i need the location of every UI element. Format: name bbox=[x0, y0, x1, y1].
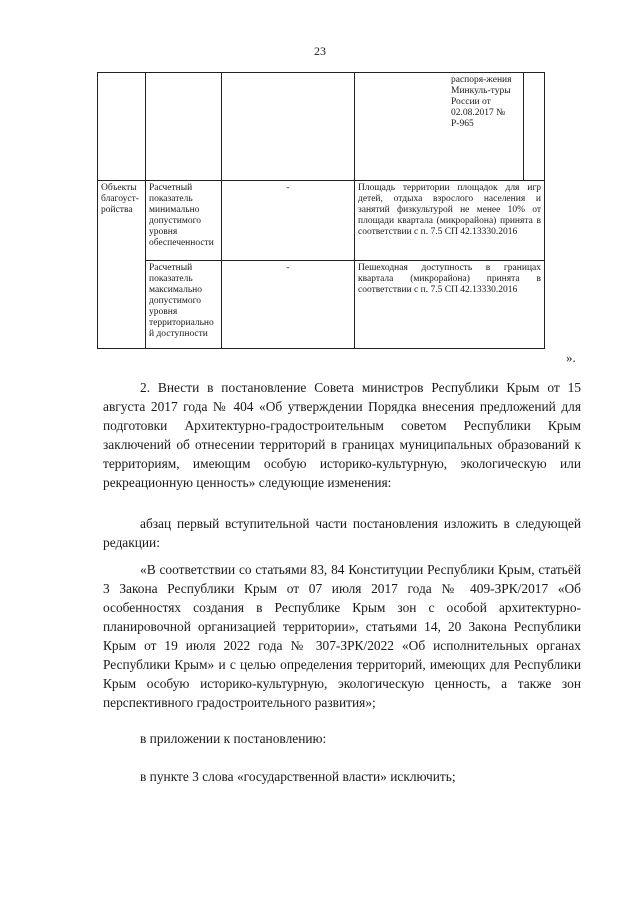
paragraph-point-3: в пункте 3 слова «государственной власти» исключить; bbox=[140, 769, 456, 784]
table-cell bbox=[222, 73, 355, 181]
closing-quote: ». bbox=[566, 350, 576, 365]
table-cell bbox=[98, 73, 146, 181]
value-cell: - bbox=[222, 181, 355, 261]
regulation-table bbox=[97, 72, 545, 349]
order-reference: распоря-жения Минкуль-туры России от 02.08.2017 № Р-965 bbox=[451, 75, 512, 129]
table-row bbox=[98, 181, 545, 261]
table-cell bbox=[355, 73, 524, 181]
paragraph-appendix: в приложении к постановлению: bbox=[140, 731, 327, 746]
value-cell: - bbox=[222, 261, 355, 349]
paragraph-new-wording: «В соответствии со статьями 83, 84 Конституции Республики Крым, статьёй 3 Закона Республики Крым от 07 июля 2017 года № 409-ЗРК/2017 «Об особенностях создания в Республике Крым зон с особой архитектурно-планировочной организацией территории», статьями 14, 20 Закона Республики Крым от 19 июля 2022 года № 307-ЗРК/2022 «Об исполнительных органах Республики Крым» и с целью определения территорий, имеющих для Республики Крым особую историко-культурную, экологическую ценность, а также зон перспективного градостроительного развития»; bbox=[103, 562, 581, 710]
paragraph-amendment: 2. Внести в постановление Совета министров Республики Крым от 15 августа 2017 года № 404 «Об утверждении Порядка внесения предложений для подготовки Архитектурно-градостроительным советом Республики Крым заключений об отнесении территорий в границах муниципальных образований к территориям, имеющим особую историко-культурную, экологическую или рекреационную ценность» следующие изменения: bbox=[103, 380, 581, 490]
object-cell: Объекты благоуст-ройства bbox=[98, 181, 146, 349]
indicator-cell: Расчетный показатель минимально допустимого уровня обеспеченности bbox=[146, 181, 222, 261]
table-row bbox=[98, 261, 545, 349]
indicator-cell: Расчетный показатель максимально допустимого уровня территориальной доступности bbox=[146, 261, 222, 349]
table-cell bbox=[524, 73, 545, 181]
basis-cell: Пешеходная доступность в границах квартала (микрорайона) принята в соответствии с п. 7.5 СП 42.13330.2016 bbox=[355, 261, 545, 349]
table-cell bbox=[146, 73, 222, 181]
table-row bbox=[98, 73, 545, 181]
basis-cell: Площадь территории площадок для игр детей, отдыха взрослого населения и занятий физкультурой не менее 10% от площади квартала (микрорайона) принята в соответствии с п. 7.5 СП 42.13330.2016 bbox=[355, 181, 545, 261]
paragraph-first-abzac: абзац первый вступительной части постановления изложить в следующей редакции: bbox=[103, 516, 581, 550]
page-number: 23 bbox=[314, 44, 326, 58]
